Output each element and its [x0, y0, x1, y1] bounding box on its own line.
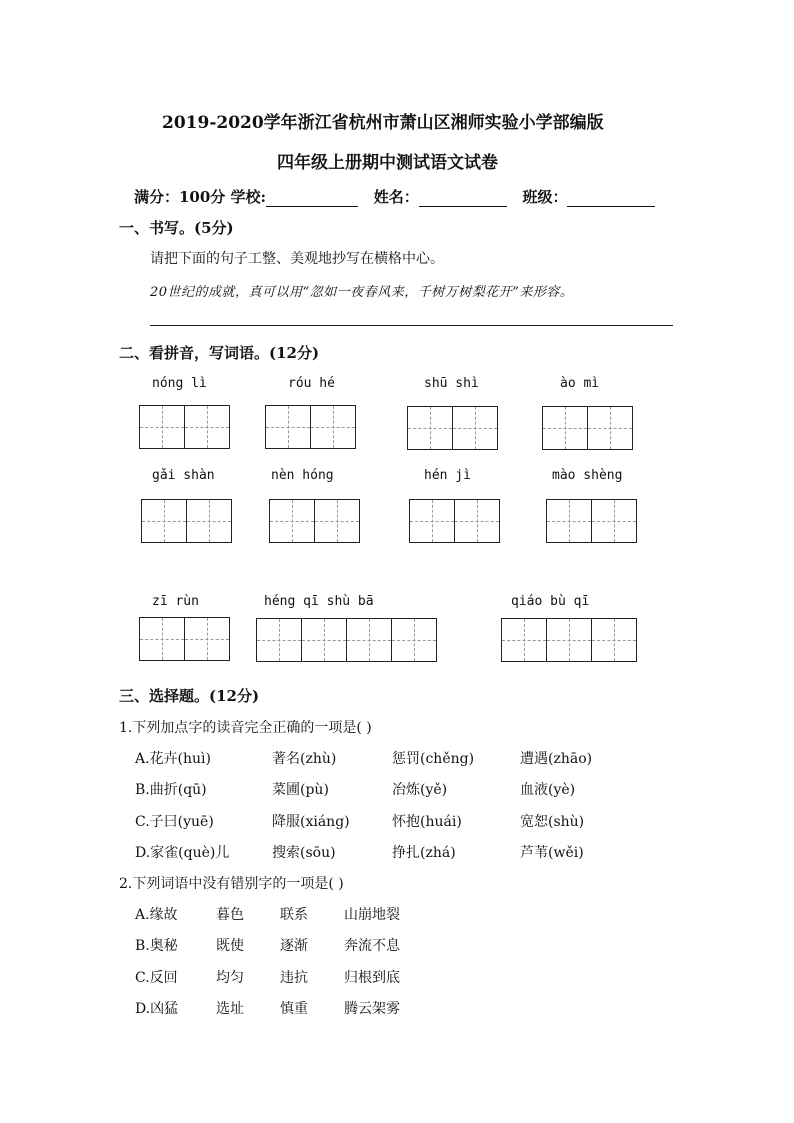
writing-grid[interactable]: [409, 499, 500, 543]
grid-cell[interactable]: [452, 406, 498, 450]
grid-cell[interactable]: [546, 499, 592, 543]
section-3-heading: 三、选择题。(12分): [119, 687, 260, 705]
pinyin: nóng lì: [152, 376, 207, 391]
pinyin: gǎi shàn: [152, 468, 215, 483]
grid-cell[interactable]: [546, 618, 592, 662]
writing-grid[interactable]: [256, 618, 437, 662]
writing-grid[interactable]: [407, 406, 498, 450]
writing-grid[interactable]: [269, 499, 360, 543]
writing-grid[interactable]: [542, 406, 633, 450]
pinyin: nèn hóng: [271, 468, 334, 483]
section-2-heading: 二、看拼音，写词语。(12分): [119, 344, 320, 362]
pinyin: ào mì: [560, 376, 600, 391]
grid-cell[interactable]: [409, 499, 455, 543]
grid-cell[interactable]: [265, 405, 311, 449]
grid-cell[interactable]: [542, 406, 588, 450]
grid-cell[interactable]: [310, 405, 356, 449]
grid-cell[interactable]: [591, 499, 637, 543]
writing-grid[interactable]: [139, 617, 230, 661]
section-1-instruction: 请把下面的句子工整、美观地抄写在横格中心。: [150, 251, 444, 267]
grid-cell[interactable]: [501, 618, 547, 662]
class-field[interactable]: [567, 191, 655, 207]
grid-cell[interactable]: [184, 405, 230, 449]
grid-cell[interactable]: [256, 618, 302, 662]
question-1-stem: 1.下列加点字的读音完全正确的一项是( ): [119, 720, 372, 736]
pinyin: róu hé: [288, 376, 335, 391]
grid-cell[interactable]: [407, 406, 453, 450]
writing-grid[interactable]: [265, 405, 356, 449]
grid-cell[interactable]: [186, 499, 232, 543]
info-line: [134, 186, 655, 207]
writing-grid[interactable]: [141, 499, 232, 543]
school-field[interactable]: [266, 191, 358, 207]
grid-cell[interactable]: [346, 618, 392, 662]
grid-cell[interactable]: [391, 618, 437, 662]
section-1-sentence: 20世纪的成就，真可以用“忽如一夜春风来，千树万树梨花开”来形容。: [150, 285, 574, 300]
grid-cell[interactable]: [139, 405, 185, 449]
name-field[interactable]: [419, 191, 507, 207]
title-line-1: 2019-2020学年浙江省杭州市萧山区湘师实验小学部编版: [162, 113, 604, 133]
pinyin: hén jì: [424, 468, 471, 483]
pinyin: mào shèng: [552, 468, 623, 483]
class-label: 班级：: [522, 188, 568, 206]
grid-cell[interactable]: [591, 618, 637, 662]
writing-grid[interactable]: [546, 499, 637, 543]
grid-cell[interactable]: [269, 499, 315, 543]
grid-cell[interactable]: [141, 499, 187, 543]
writing-grid[interactable]: [501, 618, 637, 662]
name-label: 姓名：: [373, 188, 419, 206]
score-text: 满分：100分: [134, 188, 226, 206]
pinyin: shū shì: [424, 376, 479, 391]
grid-cell[interactable]: [314, 499, 360, 543]
grid-cell[interactable]: [139, 617, 185, 661]
section-1-heading: 一、书写。(5分): [119, 219, 234, 237]
grid-cell[interactable]: [587, 406, 633, 450]
pinyin: héng qī shù bā: [264, 594, 374, 609]
question-2-stem: 2.下列词语中没有错别字的一项是( ): [119, 876, 344, 892]
grid-cell[interactable]: [184, 617, 230, 661]
writing-grid[interactable]: [139, 405, 230, 449]
exam-page: 2019-2020学年浙江省杭州市萧山区湘师实验小学部编版 四年级上册期中测试语文试卷 满分：100分 学校: 姓名： 班级： 一、书写。(5分) 请把下面的句子工整、美观地抄写在横格中心。 20世纪的成就，真可以用“忽如一夜春风来，千树万树梨花开”来形容。 二、看拼音，写词语。(12分) nóng lì róu hé shū shì ào mì gǎi shàn nèn hóng hén jì mào shèng zī rùn héng qī shù bā qiáo bù qī 三、选择题。(12分) 1.下列加点字的读音完全正确的一项是( ) A.花卉(huì) 著名(zhù) 惩罚(chěng) 遭遇(zhāo) B.曲折(qū) 菜圃(pù) 冶炼(yě) 血液(yè) C.子曰(yuē) 降服(xiáng) 怀抱(huái) 宽恕(shù) D.家雀(què)儿 搜索(sōu) 挣扎(zhá) 芦苇(wěi) 2.下列词语中没有错别字的一项是( ) A.缘故 暮色 联系 山崩地裂 B.奥秘 既使 逐渐 奔流不息 C.反回 均匀 违抗 归根到底 D.凶猛 选址 慎重 腾云架雾: [0, 0, 794, 1123]
grid-cell[interactable]: [454, 499, 500, 543]
title-line-2: 四年级上册期中测试语文试卷: [277, 153, 498, 173]
grid-cell[interactable]: [301, 618, 347, 662]
pinyin: qiáo bù qī: [511, 594, 590, 609]
school-label: 学校:: [230, 188, 267, 206]
copy-line[interactable]: [150, 325, 673, 326]
pinyin: zī rùn: [152, 594, 199, 609]
